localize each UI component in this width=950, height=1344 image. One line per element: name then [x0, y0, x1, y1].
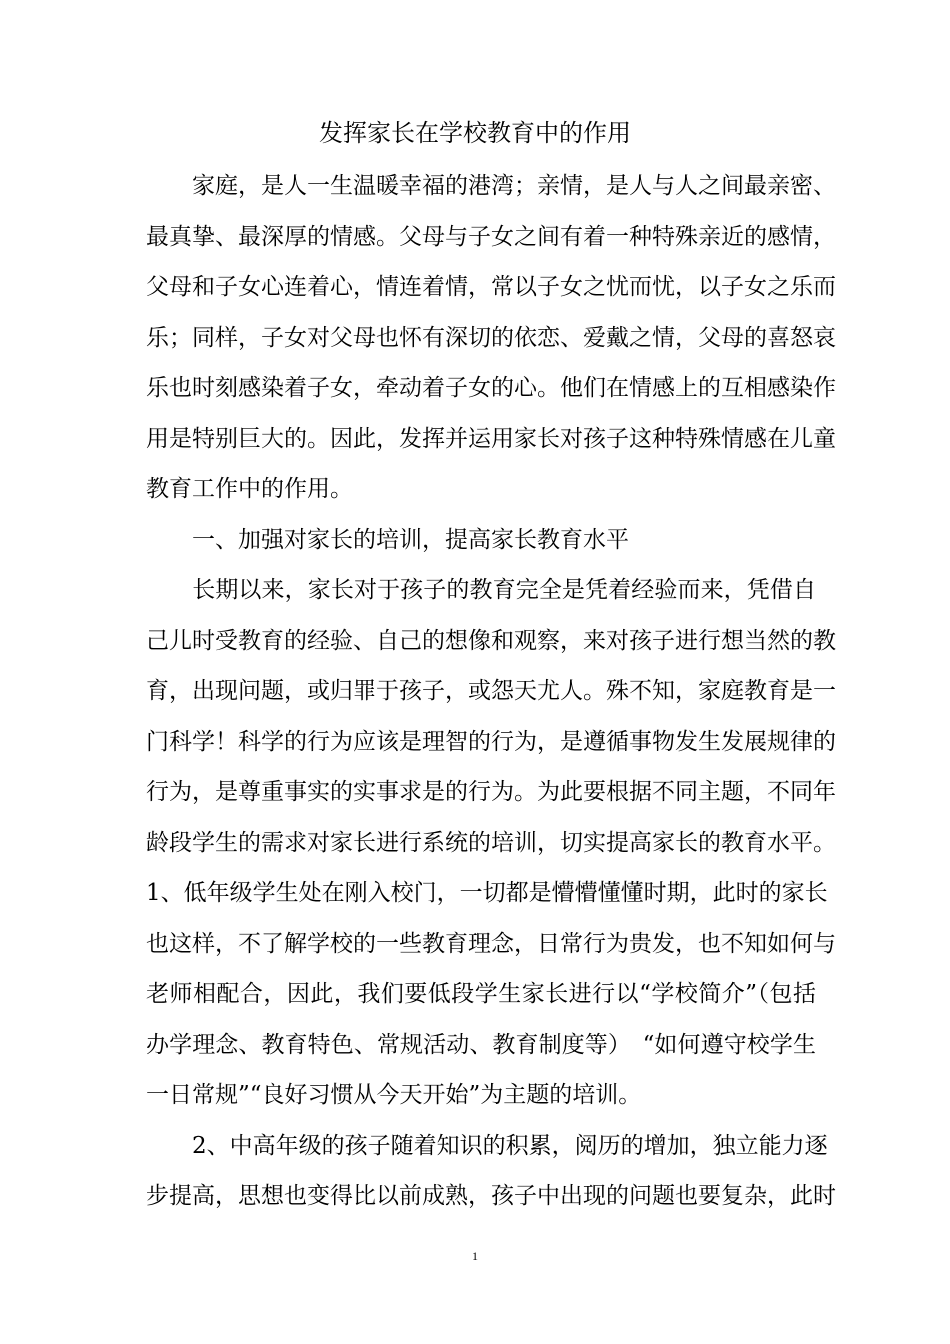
text-line: 门科学！科学的行为应该是理智的行为，是遵循事物发生发展规律的: [146, 728, 836, 755]
text-line: 龄段学生的需求对家长进行系统的培训，切实提高家长的教育水平。: [146, 829, 836, 856]
text-line: 教育工作中的作用。: [146, 476, 353, 502]
text-line: 用是特别巨大的。因此，发挥并运用家长对孩子这种特殊情感在儿童: [146, 425, 836, 452]
text-line: 乐也时刻感染着子女，牵动着子女的心。他们在情感上的互相感染作: [146, 375, 836, 401]
section-heading: 一、加强对家长的培训，提高家长教育水平: [146, 526, 629, 553]
text-line: 2、中高年级的孩子随着知识的积累，阅历的增加，独立能力逐: [146, 1132, 828, 1159]
text-line: 行为，是尊重事实的实事求是的行为。为此要根据不同主题，不同年: [146, 779, 836, 805]
text-line: 己儿时受教育的经验、自己的想像和观察，来对孩子进行想当然的教: [146, 627, 836, 654]
text-line: 最真挚、最深厚的情感。父母与子女之间有着一种特殊亲近的感情，: [146, 223, 836, 250]
text-line: 也这样，不了解学校的一些教育理念，日常行为贵发，也不知如何与: [146, 930, 836, 957]
text-line: 父母和子女心连着心，情连着情，常以子女之忧而忧，以子女之乐而: [146, 274, 836, 300]
text-line: 1、低年级学生处在刚入校门，一切都是懵懵懂懂时期，此时的家长: [146, 880, 828, 906]
text-line: 办学理念、教育特色、常规活动、教育制度等） “如何遵守校学生: [146, 1031, 816, 1058]
text-line: 育，出现问题，或归罪于孩子，或怨天尤人。殊不知，家庭教育是一: [146, 678, 836, 704]
text-line: 家庭，是人一生温暖幸福的港湾；亲情，是人与人之间最亲密、: [146, 173, 836, 199]
document-title: 发挥家长在学校教育中的作用: [319, 119, 631, 147]
text-line: 一日常规”“良好习惯从今天开始”为主题的培训。: [146, 1082, 642, 1108]
text-line: 长期以来，家长对于孩子的教育完全是凭着经验而来，凭借自: [146, 577, 816, 603]
text-line: 乐；同样，子女对父母也怀有深切的依恋、爱戴之情，父母的喜怒哀: [146, 324, 836, 351]
text-line: 步提高，思想也变得比以前成熟，孩子中出现的问题也要复杂，此时: [146, 1183, 836, 1209]
text-line: 老师相配合，因此，我们要低段学生家长进行以“学校简介”（包括: [146, 981, 816, 1007]
page-number: 1: [472, 1249, 478, 1263]
document-body: [146, 168, 836, 1229]
